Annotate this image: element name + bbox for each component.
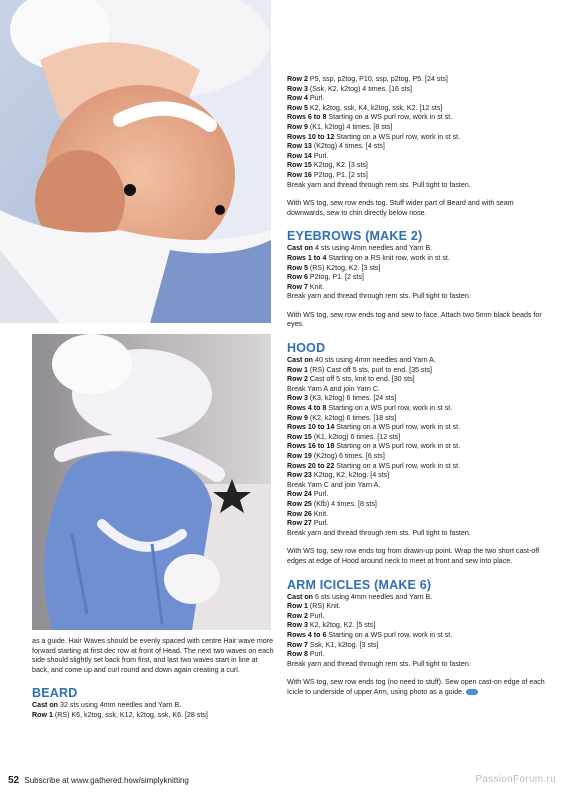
instruction-paragraph: With WS tog, sew row ends tog from drawn-up point. Wrap the two short cast-off edges at edge of Hood around neck to meet at front and sew into place.	[287, 547, 540, 565]
pattern-row	[287, 244, 549, 254]
row-instruction: 6 sts using 4mm needles and Yarn B.	[315, 592, 433, 601]
row-instruction: P5, ssp, p2tog, P10, ssp, p2tog, P5. [24 sts]	[309, 75, 448, 83]
row-label: Rows 6 to 8	[287, 113, 327, 122]
pattern-row	[287, 104, 549, 114]
paragraph-spacer	[287, 538, 549, 547]
instruction-paragraph: Break Yarn A and join Yarn C.	[287, 384, 380, 393]
row-label: Row 6	[287, 273, 308, 282]
row-instruction: Ssk, K1, k2tog. [3 sts]	[309, 640, 379, 649]
row-label: Row 4	[287, 94, 308, 103]
pattern-row	[287, 471, 549, 481]
row-label: Row 2	[287, 375, 308, 384]
instruction-paragraph: With WS tog, sew row ends tog. Stuff wider part of Beard and with seam downwards, sew to chin directly below nose.	[287, 199, 514, 217]
pattern-row	[287, 500, 549, 510]
pattern-row	[287, 171, 549, 181]
section-heading: HOOD	[287, 341, 326, 356]
row-label: Row 14	[287, 151, 312, 160]
photo-knitted-arm	[32, 334, 271, 630]
instruction-paragraph: With WS tog, sew row ends tog and sew to face. Attach two 5mm black beads for eyes.	[287, 310, 542, 329]
paragraph-spacer	[32, 675, 274, 684]
row-label: Row 1	[287, 365, 308, 374]
pattern-row	[287, 264, 549, 274]
row-label: Rows 4 to 8	[287, 404, 327, 413]
row-instruction: Purl.	[313, 490, 329, 499]
watermark: PassionForum.ru	[475, 774, 556, 785]
left-text-column	[32, 637, 274, 721]
row-instruction: Purl.	[309, 611, 325, 620]
instruction-paragraph: Break yarn and thread through rem sts. Pull tight to fasten.	[287, 528, 471, 537]
row-label: Row 25	[287, 499, 312, 508]
pattern-row	[287, 423, 549, 433]
instruction-paragraph: Break yarn and thread through rem sts. Pull tight to fasten.	[287, 292, 471, 301]
row-instruction: (RS) K6, k2tog, ssk, K12, k2tog, ssk, K6. [28 sts]	[54, 710, 208, 719]
row-instruction: (K1, k2tog) 6 times. [12 sts]	[313, 432, 401, 441]
pattern-row	[287, 133, 549, 143]
row-instruction: Purl.	[313, 151, 329, 160]
paragraph-spacer	[287, 330, 549, 339]
row-label: Rows 4 to 6	[287, 630, 327, 639]
row-instruction: 4 sts using 4mm needles and Yarn B.	[315, 244, 433, 253]
pattern-row	[287, 433, 549, 443]
pattern-row	[287, 510, 549, 520]
paragraph-spacer	[287, 302, 549, 311]
row-label: Row 23	[287, 471, 312, 480]
row-instruction: Starting on a WS purl row, work in st st.	[328, 630, 453, 639]
row-instruction: P2tog, P1. [2 sts]	[309, 273, 364, 282]
pattern-row	[287, 442, 549, 452]
row-label: Row 7	[287, 640, 308, 649]
row-label: Rows 20 to 22	[287, 461, 335, 470]
end-mark-icon	[466, 689, 478, 695]
row-instruction: Purl.	[309, 94, 325, 103]
pattern-row	[287, 519, 549, 529]
photo-knitted-face	[0, 0, 271, 323]
row-label: Row 3	[287, 394, 308, 403]
row-instruction: (K2, k2tog) 6 times. [18 sts]	[309, 413, 397, 422]
pattern-row	[287, 254, 549, 264]
row-instruction: Purl.	[313, 519, 329, 528]
row-label: Row 3	[287, 621, 308, 630]
paragraph-spacer	[287, 190, 549, 199]
pattern-row	[32, 701, 274, 711]
row-instruction: Starting on a WS purl row, work in st st.	[336, 442, 461, 451]
pattern-row	[287, 462, 549, 472]
section-heading: ARM ICICLES (MAKE 6)	[287, 577, 432, 592]
pattern-row	[287, 641, 549, 651]
row-instruction: Purl.	[309, 650, 325, 659]
page-number: 52	[8, 775, 20, 786]
row-label: Row 5	[287, 103, 308, 112]
row-label: Row 5	[287, 263, 308, 272]
row-instruction: Starting on a WS purl row, work in st st.	[336, 461, 461, 470]
paragraph-spacer	[287, 567, 549, 576]
row-instruction: Starting on a RS knit row, work in st st.	[328, 253, 450, 262]
instruction-paragraph: as a guide. Hair Waves should be evenly spaced with centre Hair wave more forward starting at first dec row at front of Head. The next two waves on each side should slightly set back from first, and last two waves start in line at back, and come up and curl round and down again creating a curl.	[32, 637, 274, 674]
right-text-column	[287, 75, 549, 697]
pattern-row	[287, 113, 549, 123]
row-instruction: Starting on a WS purl row, work in st st.	[336, 132, 461, 141]
pattern-row	[287, 85, 549, 95]
row-instruction: (K3, k2tog) 6 times. [24 sts]	[309, 394, 397, 403]
row-instruction: K2, k2tog, K2. [5 sts]	[309, 621, 376, 630]
row-label: Rows 16 to 18	[287, 442, 335, 451]
row-label: Row 3	[287, 84, 308, 93]
row-label: Row 15	[287, 432, 312, 441]
row-label: Row 19	[287, 452, 312, 460]
pattern-row	[287, 452, 549, 462]
row-label: Rows 10 to 14	[287, 423, 335, 432]
pattern-row	[287, 375, 549, 385]
row-label: Row 24	[287, 490, 312, 499]
row-instruction: (Ssk, K2, k2tog) 4 times. [16 sts]	[309, 84, 412, 93]
row-instruction: (RS) K2tog, K2. [3 sts]	[309, 263, 381, 272]
pattern-row	[287, 152, 549, 162]
paragraph-spacer	[287, 218, 549, 227]
row-instruction: Starting on a WS purl row, work in st st.	[328, 113, 453, 122]
row-label: Row 8	[287, 650, 308, 659]
pattern-row	[287, 631, 549, 641]
pattern-row	[287, 621, 549, 631]
pattern-row	[287, 273, 549, 283]
row-label: Row 27	[287, 519, 312, 528]
row-instruction: 40 sts using 4mm needles and Yarn A.	[315, 356, 436, 365]
row-label: Rows 10 to 12	[287, 132, 335, 141]
row-label: Cast on	[287, 356, 314, 365]
instruction-paragraph: Break yarn and thread through rem sts. Pull tight to fasten.	[287, 659, 471, 668]
section-heading: BEARD	[32, 686, 78, 701]
row-instruction: Cast off 5 sts, knit to end. [30 sts]	[309, 375, 415, 384]
row-instruction: P2tog, P1. [2 sts]	[313, 170, 368, 179]
row-label: Row 2	[287, 75, 308, 83]
row-instruction: (RS) Cast off 5 sts, purl to end. [35 sts]	[309, 365, 432, 374]
row-label: Row 1	[32, 710, 53, 719]
row-instruction: Knit.	[309, 282, 325, 291]
pattern-row	[287, 602, 549, 612]
row-label: Row 9	[287, 122, 308, 131]
row-label: Row 2	[287, 611, 308, 620]
pattern-row	[287, 414, 549, 424]
row-label: Row 1	[287, 602, 308, 611]
subscribe-link[interactable]: Subscribe at www.gathered.how/simplyknitting	[24, 776, 189, 785]
pattern-row	[287, 612, 549, 622]
pattern-row	[287, 161, 549, 171]
row-instruction: (K2tog) 4 times. [4 sts]	[313, 142, 385, 151]
pattern-row	[287, 490, 549, 500]
instruction-paragraph: Break Yarn C and join Yarn A.	[287, 480, 381, 489]
row-instruction: Knit.	[313, 509, 329, 518]
row-label: Cast on	[32, 701, 59, 710]
pattern-row	[287, 394, 549, 404]
paragraph-spacer	[287, 669, 549, 678]
row-label: Rows 1 to 4	[287, 253, 327, 262]
row-label: Row 15	[287, 161, 312, 170]
row-instruction: Starting on a WS purl row, work in st st.	[336, 423, 461, 432]
row-instruction: Starting on a WS purl row, work in st st.	[328, 404, 453, 413]
row-instruction: K2, k2tog, ssk, K4, k2tog, ssk, K2. [12 sts]	[309, 103, 443, 112]
row-instruction: (RS) Knit.	[309, 602, 341, 611]
pattern-row	[287, 356, 549, 366]
row-instruction: 32 sts using 4mm needles and Yarn B.	[60, 701, 182, 710]
pattern-row	[287, 94, 549, 104]
pattern-row	[287, 75, 549, 85]
row-label: Row 7	[287, 282, 308, 291]
pattern-row	[287, 593, 549, 603]
row-label: Row 26	[287, 509, 312, 518]
row-instruction: (K1, k2tog) 4 times. [8 sts]	[309, 122, 393, 131]
row-label: Row 9	[287, 413, 308, 422]
section-heading: EYEBROWS (MAKE 2)	[287, 229, 423, 244]
page-footer	[8, 775, 189, 786]
row-label: Row 13	[287, 142, 312, 151]
instruction-paragraph: Break yarn and thread through rem sts. Pull tight to fasten.	[287, 180, 471, 189]
pattern-row	[287, 123, 549, 133]
row-label: Cast on	[287, 592, 314, 601]
row-instruction: (Kfb) 4 times. [8 sts]	[313, 499, 377, 508]
row-label: Cast on	[287, 244, 314, 253]
pattern-row	[287, 404, 549, 414]
row-instruction: (K2tog) 6 times. [6 sts]	[313, 452, 385, 460]
pattern-row	[287, 142, 549, 152]
instruction-paragraph: With WS tog, sew row ends tog (no need to stuff). Sew open cast-on edge of each Icicle to underside of upper Arm, using photo as a guide.	[287, 678, 545, 696]
row-label: Row 16	[287, 170, 312, 179]
pattern-row	[287, 283, 549, 293]
pattern-row	[32, 711, 274, 721]
pattern-row	[287, 366, 549, 376]
pattern-row	[287, 650, 549, 660]
row-instruction: K2tog, K2, k2tog. [4 sts]	[313, 471, 390, 480]
row-instruction: K2tog, K2. [3 sts]	[313, 161, 368, 170]
